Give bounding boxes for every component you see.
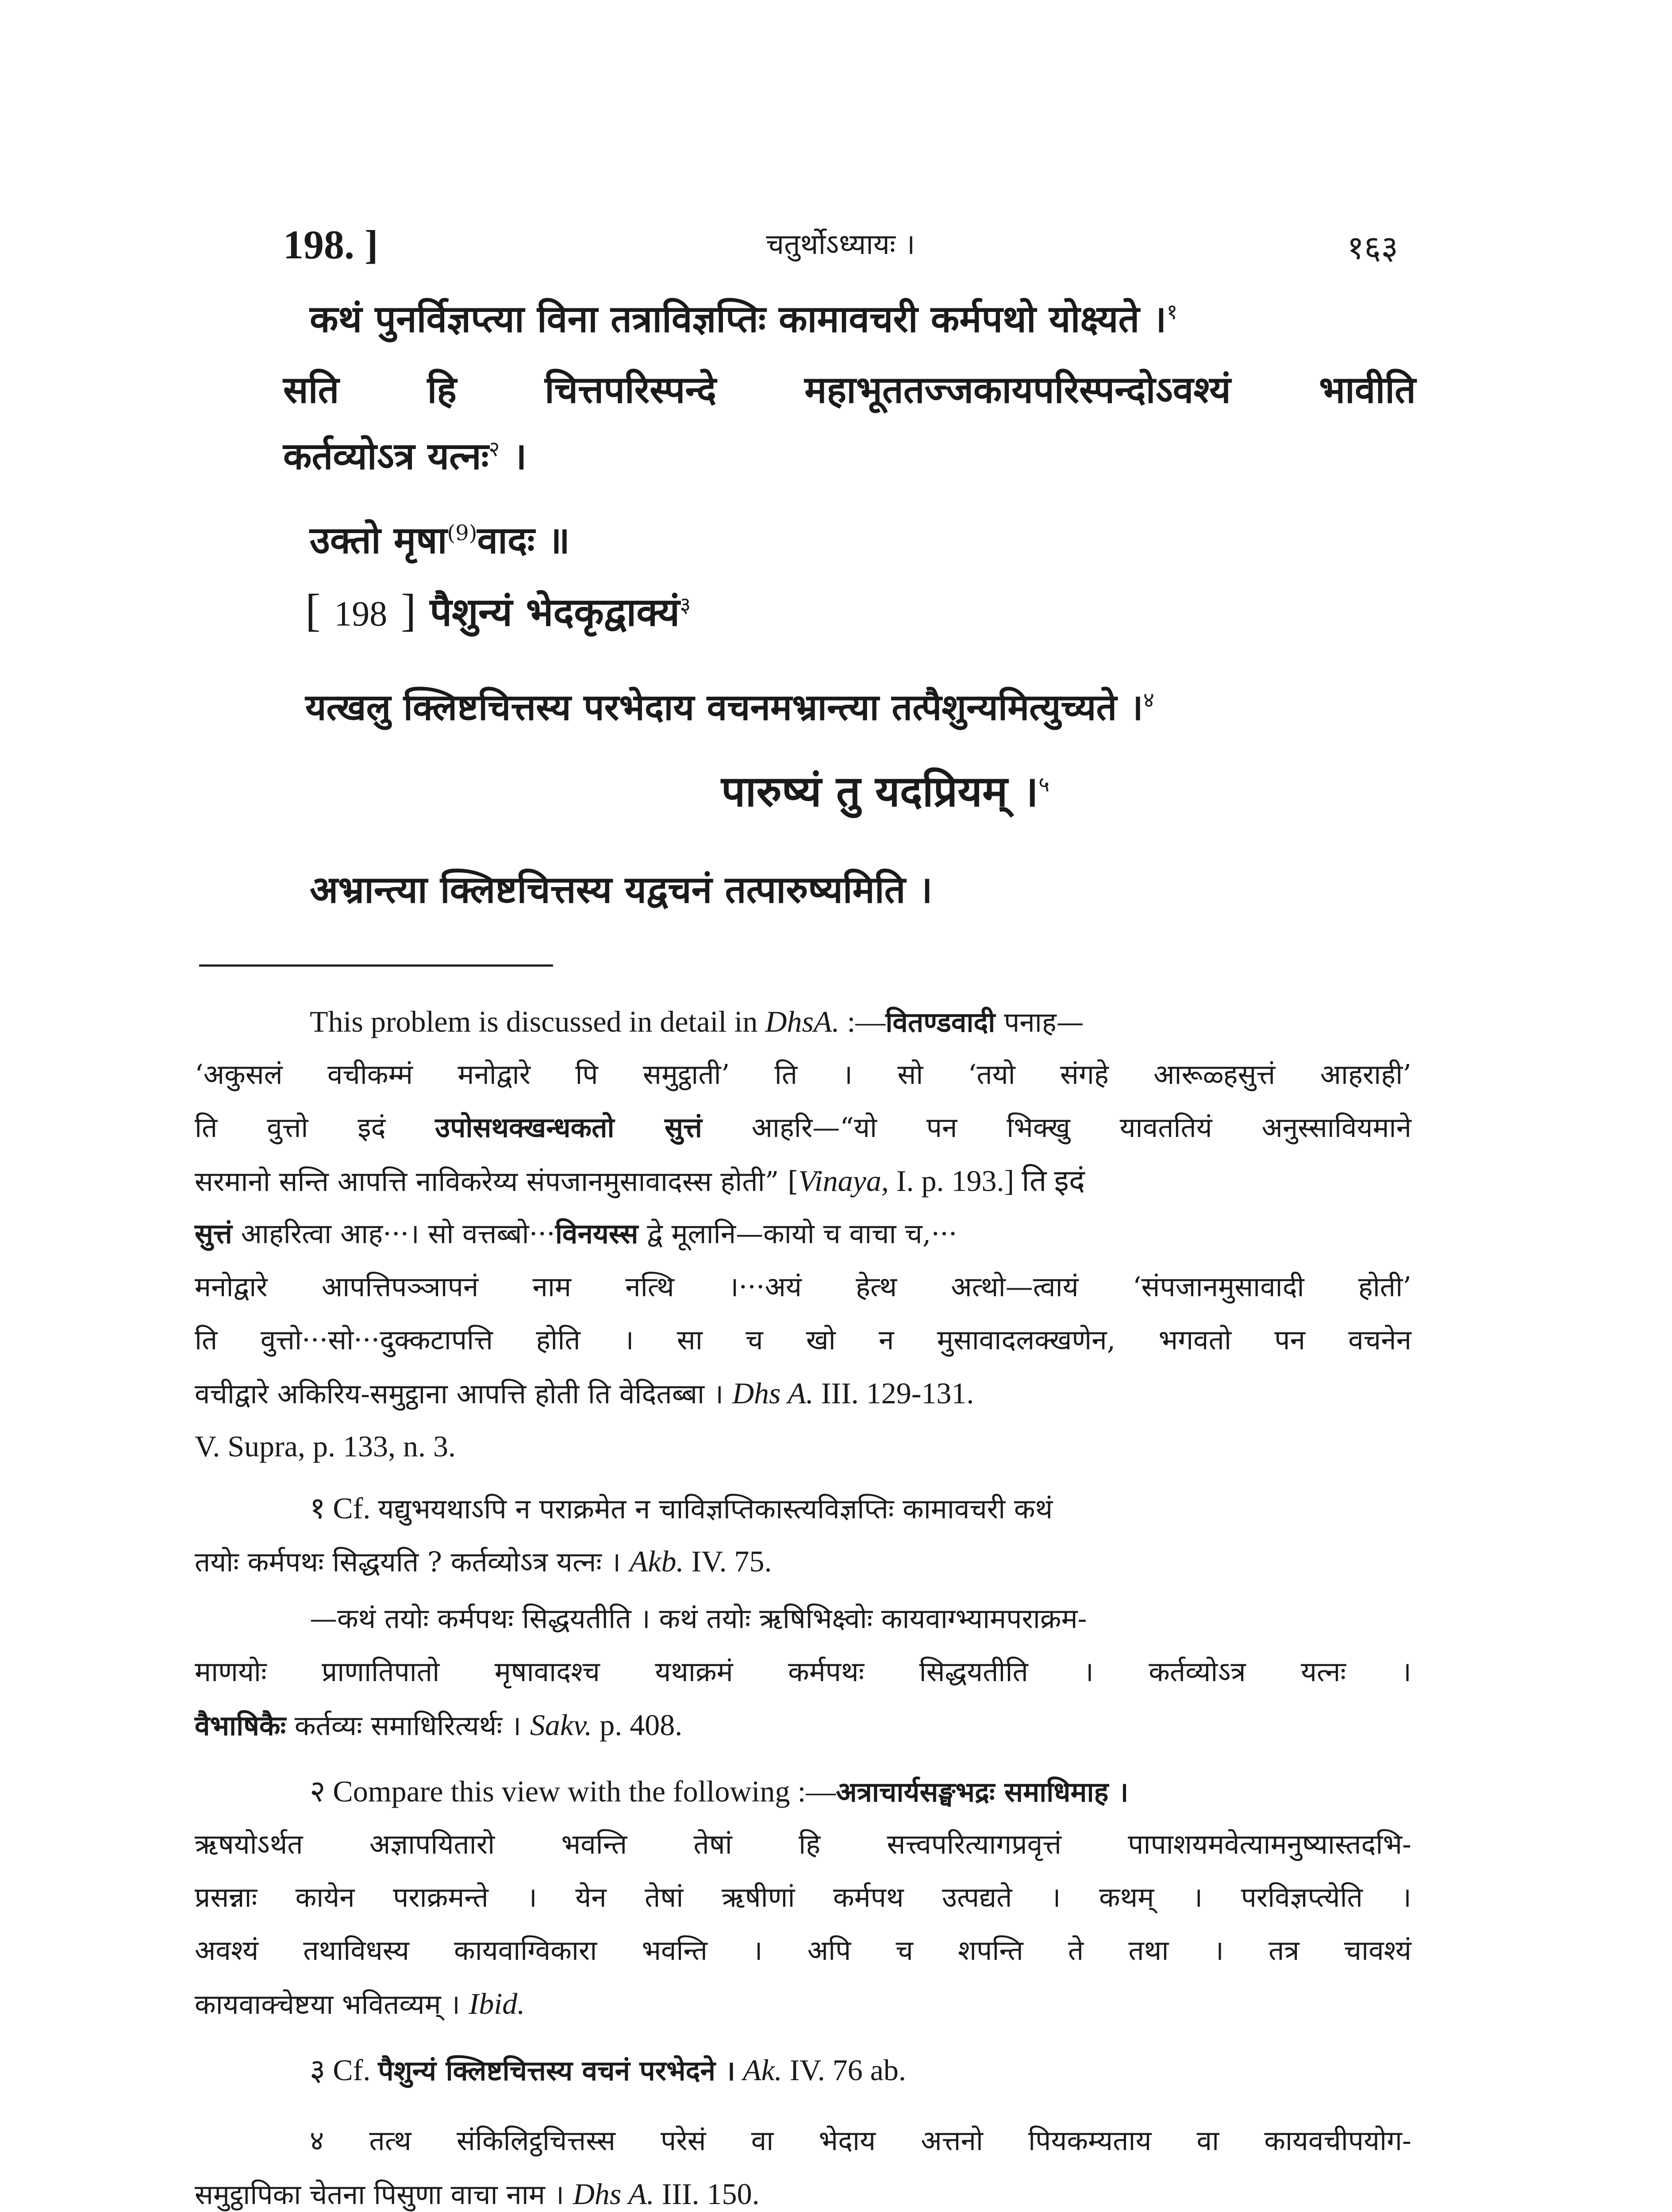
footnote-1-line-1: १ Cf. यद्युभयथाऽपि न पराक्रमेत न चाविज्ञप्तिकास्त्यविज्ञप्तिः कामावचरी कथं	[310, 1491, 1053, 1525]
header-chapter-title: चतुर्थोऽध्यायः ।	[766, 228, 915, 261]
verse-text: पैशुन्यं भेदकृद्वाक्यं	[430, 589, 680, 635]
footnote-rule	[199, 964, 553, 967]
header-page-ref: 198. ]	[283, 222, 378, 267]
verse-198: [ 198 ] पैशुन्यं भेदकृद्वाक्यं$^३$	[305, 585, 691, 636]
footnote-0-line-1: This problem is discussed in detail in DhsA. :—वितण्डवादी पनाह—	[310, 1005, 1084, 1038]
footnote-3-line-1: ३ Cf. पैशुन्यं क्लिष्टचित्तस्य वचनं परभेदने । Ak. IV. 76 ab.	[310, 2053, 906, 2087]
footnote-0-line-5: सुत्तं आहरित्वा आह···। सो वत्तब्बो···विनयस्स द्वे मूलानि—कायो च वाचा च,···	[195, 1217, 957, 1250]
main-parushya-line: पारुष्यं तु यदप्रियम् ।$^५$	[721, 766, 1050, 816]
footnote-4-line-2: समुट्ठापिका चेतना पिसुणा वाचा नाम । Dhs A. III. 150.	[195, 2177, 760, 2211]
verse-number: 198	[334, 595, 388, 634]
footnote-1-line-3: —कथं तयोः कर्मपथः सिद्धयतीति । कथं तयोः ऋषिभिक्ष्वोः कायवाग्भ्यामपराक्रम-	[310, 1602, 1087, 1635]
main-para1-line2: सति हि चित्तपरिस्पन्दे महाभूततज्जकायपरिस्पन्दोऽवश्यं भावीति	[283, 368, 1416, 411]
main-para1-line3: कर्तव्योऽत्र यत्नः$^२$ ।	[283, 434, 527, 478]
footnote-0-line-8: वचीद्वारे अकिरिय-समुट्ठाना आपत्ति होती ति वेदितब्बा । Dhs A. III. 129-131.	[195, 1376, 974, 1410]
footnote-2-line-4: अवश्यं तथाविधस्य कायवाग्विकारा भवन्ति । अपि च शपन्ति ते तथा । तत्र चावश्यं	[195, 1934, 1411, 1966]
footnote-2-line-5: कायवाक्चेष्टया भवितव्यम् । Ibid.	[195, 1987, 525, 2020]
footnote-2-line-3: प्रसन्नाः कायेन पराक्रमन्ते । येन तेषां ऋषीणां कर्मपथ उत्पद्यते । कथम् । परविज्ञप्त्येति ।	[195, 1881, 1411, 1913]
main-abhranti-line: अभ्रान्त्या क्लिष्टचित्तस्य यद्वचनं तत्पारुष्यमिति ।	[310, 868, 933, 911]
footnote-0-line-7: ति वुत्तो···सो···दुक्कटापत्ति होति । सा च खो न मुसावादलक्खणेन, भगवतो पन वचनेन	[195, 1324, 1411, 1356]
footnote-0-line-3: ति वुत्तो इदं उपोसथक्खन्धकतो सुत्तं आहरि—“यो पन भिक्खु यावततियं अनुस्सावियमाने	[195, 1111, 1412, 1144]
footnote-1-line-2: तयोः कर्मपथः सिद्धयति ? कर्तव्योऽत्र यत्नः । Akb. IV. 75.	[195, 1544, 772, 1578]
footnote-0-line-2: ‘अकुसलं वचीकम्मं मनोद्वारे पि समुट्ठाती’ ति । सो ‘तयो संगहे आरूळ्हसुत्तं आहराही’	[195, 1058, 1411, 1091]
main-para1-line1: कथं पुनर्विज्ञप्त्या विना तत्राविज्ञप्तिः कामावचरी कर्मपथो योक्ष्यते ।$^१$	[310, 297, 1178, 341]
footnote-0-line-4: सरमानो सन्ति आपत्ति नाविकरेय्य संपजानमुसावादस्स होती” [Vinaya, I. p. 193.] ति इदं	[195, 1164, 1085, 1198]
footnote-4-line-1: ४ तत्थ संकिलिट्ठचित्तस्स परेसं वा भेदाय अत्तनो पियकम्यताय वा कायवचीपयोग-	[310, 2124, 1411, 2157]
footnote-0-line-6: मनोद्वारे आपत्तिपञ्ञापनं नाम नत्थि ।···अयं हेत्थ अत्थो—त्वायं ‘संपजानमुसावादी होती’	[195, 1271, 1411, 1303]
footnote-0-line-9: V. Supra, p. 133, n. 3.	[195, 1429, 456, 1463]
header-page-number: १६३	[1347, 229, 1398, 267]
footnote-2-line-1: २ Compare this view with the following :—अत्राचार्यसङ्घभद्रः समाधिमाह ।	[310, 1774, 1129, 1808]
main-yat-line: यत्खलु क्लिष्टचित्तस्य परभेदाय वचनमभ्रान्त्या तत्पैशुन्यमित्युच्यते ।$^४$	[305, 686, 1154, 729]
main-uktah-line: उक्तो मृषा$^{(9)}$वादः ॥	[310, 518, 570, 562]
running-header	[283, 221, 1398, 279]
footnote-2-line-2: ऋषयोऽर्थत अज्ञापयितारो भवन्ति तेषां हि सत्त्वपरित्यागप्रवृत्तं पापाशयमवेत्यामनुष्यास्तदभि-	[195, 1828, 1411, 1860]
footnote-1-line-5: वैभाषिकैः कर्तव्यः समाधिरित्यर्थः । Sakv. p. 408.	[195, 1708, 683, 1742]
footnote-1-line-4: माणयोः प्राणातिपातो मृषावादश्च यथाक्रमं कर्मपथः सिद्धयतीति । कर्तव्योऽत्र यत्नः ।	[195, 1655, 1411, 1688]
